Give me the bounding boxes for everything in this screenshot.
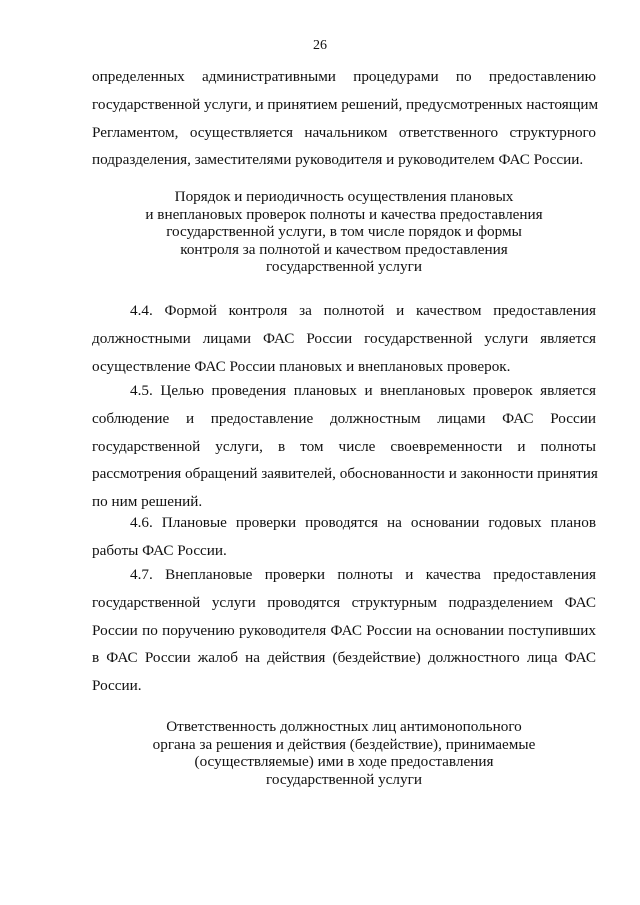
heading-line: государственной услуги, в том числе порядок и формы: [166, 223, 522, 240]
paragraph-line: Регламентом, осуществляется начальником ответственного структурного: [92, 123, 596, 141]
paragraph-line: 4.7. Внеплановые проверки полноты и качества предоставления: [130, 566, 596, 583]
heading-line: и внеплановых проверок полноты и качества предоставления: [145, 205, 543, 223]
heading-line: государственной услуги: [266, 258, 422, 275]
paragraph-line: соблюдение и предоставление должностным лицами ФАС России: [92, 409, 596, 427]
heading-line: Ответственность должностных лиц антимонопольного: [166, 718, 522, 735]
paragraph-line: подразделения, заместителями руководителя и руководителем ФАС России.: [92, 151, 584, 169]
paragraph-line: осуществление ФАС России плановых и внеплановых проверок.: [92, 357, 511, 375]
section-heading-responsibility: [92, 718, 596, 788]
paragraph-line: в ФАС России жалоб на действия (бездействие) должностного лица ФАС: [92, 649, 596, 667]
heading-line: контроля за полнотой и качеством предоставления: [180, 240, 508, 258]
heading-line: органа за решения и действия (бездействие), принимаемые: [152, 735, 536, 753]
paragraph-line: рассмотрения обращений заявителей, обоснованности и законности принятия: [92, 465, 598, 483]
paragraph-line: России по поручению руководителя ФАС России на основании поступивших: [92, 621, 596, 639]
paragraph-4-5: [92, 377, 596, 516]
paragraph-line: государственной услуги, и принятием решений, предусмотренных настоящим: [92, 95, 599, 113]
heading-line: (осуществляемые) ими в ходе предоставления: [194, 753, 494, 770]
paragraph-4-7: [92, 561, 596, 700]
paragraph-line: 4.6. Плановые проверки проводятся на основании годовых планов: [130, 514, 596, 531]
page-number: 26: [313, 38, 327, 53]
paragraph-4-4: [92, 297, 596, 380]
paragraph-line: государственной услуги проводятся структурным подразделением ФАС: [92, 593, 596, 611]
paragraph-line: России.: [92, 677, 142, 695]
paragraph-line: 4.4. Формой контроля за полнотой и качеством предоставления: [130, 302, 596, 319]
heading-line: государственной услуги: [266, 770, 422, 788]
paragraph-line: должностными лицами ФАС России государственной услуги является: [92, 329, 596, 347]
paragraph-line: определенных административными процедурами по предоставлению: [92, 68, 596, 85]
paragraph-line: государственной услуги, в том числе своевременности и полноты: [92, 437, 596, 455]
paragraph-line: по ним решений.: [92, 493, 203, 511]
paragraph-4-6: [92, 509, 596, 565]
heading-line: Порядок и периодичность осуществления плановых: [174, 188, 514, 205]
intro-paragraph: [92, 63, 599, 174]
section-heading-inspections: [92, 188, 596, 276]
paragraph-line: работы ФАС России.: [92, 541, 227, 559]
paragraph-line: 4.5. Целью проведения плановых и внеплановых проверок является: [130, 382, 596, 399]
